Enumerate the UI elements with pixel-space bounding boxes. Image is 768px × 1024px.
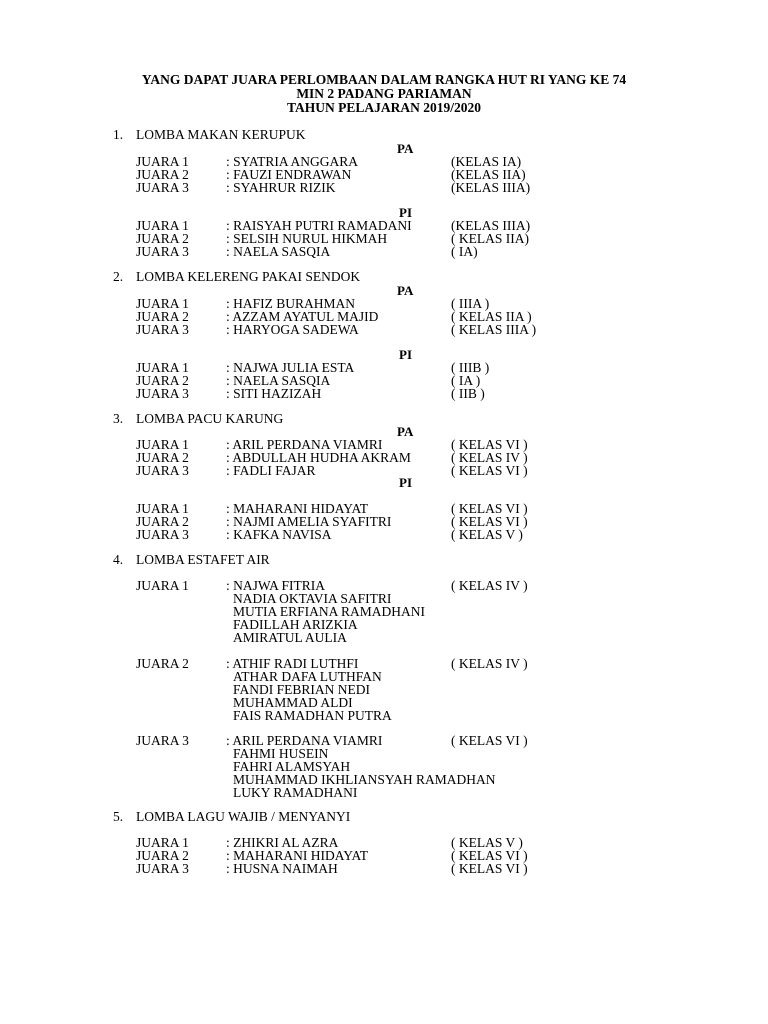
section-title: LOMBA LAGU WAJIB / MENYANYI xyxy=(136,809,351,824)
rank-label: JUARA 3 xyxy=(136,386,189,401)
rank-label: JUARA 2 xyxy=(136,373,189,388)
rank-label: JUARA 1 xyxy=(136,578,189,593)
rank-label: JUARA 1 xyxy=(136,437,189,452)
winner-name: : ATHIF RADI LUTHFI xyxy=(226,656,359,671)
winner-name: : SITI HAZIZAH xyxy=(226,386,322,401)
section-number: 4. xyxy=(113,552,124,567)
winner-class: ( KELAS IIIA ) xyxy=(451,322,537,337)
rank-label: JUARA 2 xyxy=(136,309,189,324)
rank-label: JUARA 2 xyxy=(136,848,189,863)
rank-label: JUARA 1 xyxy=(136,218,189,233)
section-title: LOMBA PACU KARUNG xyxy=(136,411,284,426)
team-member: FAHRI ALAMSYAH xyxy=(233,759,351,774)
pa-heading: PA xyxy=(397,141,414,156)
rank-label: JUARA 1 xyxy=(136,835,189,850)
winner-class: ( KELAS IV ) xyxy=(451,656,528,671)
rank-label: JUARA 2 xyxy=(136,450,189,465)
pa-heading: PA xyxy=(397,424,414,439)
winner-name: : SYATRIA ANGGARA xyxy=(226,154,359,169)
team-member: FADILLAH ARIZKIA xyxy=(233,617,358,632)
doc-title-line1: YANG DAPAT JUARA PERLOMBAAN DALAM RANGKA HUT RI YANG KE 74 xyxy=(141,72,627,87)
rank-label: JUARA 2 xyxy=(136,514,189,529)
team-member: MUHAMMAD IKHLIANSYAH RAMADHAN xyxy=(233,772,496,787)
team-member: NADIA OKTAVIA SAFITRI xyxy=(233,591,392,606)
winner-class: ( IIIA ) xyxy=(451,296,490,311)
rank-label: JUARA 3 xyxy=(136,733,189,748)
winner-name: : NAJMI AMELIA SYAFITRI xyxy=(226,514,392,529)
winner-name: : RAISYAH PUTRI RAMADANI xyxy=(226,218,412,233)
winner-class: ( KELAS VI ) xyxy=(451,733,528,748)
winner-class: (KELAS IA) xyxy=(451,154,522,169)
winner-class: ( KELAS VI ) xyxy=(451,848,528,863)
winner-class: (KELAS IIA) xyxy=(451,167,526,182)
team-member: MUHAMMAD ALDI xyxy=(233,695,353,710)
winner-name: : ARIL PERDANA VIAMRI xyxy=(226,733,383,748)
team-member: FANDI FEBRIAN NEDI xyxy=(233,682,370,697)
team-member: FAIS RAMADHAN PUTRA xyxy=(233,708,392,723)
winner-name: : SYAHRUR RIZIK xyxy=(226,180,336,195)
winner-name: : FADLI FAJAR xyxy=(226,463,316,478)
rank-label: JUARA 2 xyxy=(136,167,189,182)
winner-name: : FAUZI ENDRAWAN xyxy=(226,167,352,182)
section-title: LOMBA KELERENG PAKAI SENDOK xyxy=(136,269,361,284)
winner-class: ( KELAS VI ) xyxy=(451,437,528,452)
winner-class: ( KELAS V ) xyxy=(451,835,523,850)
winner-name: : NAELA SASQIA xyxy=(226,373,331,388)
winner-class: ( KELAS VI ) xyxy=(451,501,528,516)
section-title: LOMBA MAKAN KERUPUK xyxy=(136,127,306,142)
winner-class: ( KELAS V ) xyxy=(451,527,523,542)
rank-label: JUARA 1 xyxy=(136,501,189,516)
winner-class: ( KELAS VI ) xyxy=(451,463,528,478)
winner-class: ( KELAS IV ) xyxy=(451,578,528,593)
doc-title-line3: TAHUN PELAJARAN 2019/2020 xyxy=(286,100,481,115)
winner-class: ( IIIB ) xyxy=(451,360,490,375)
rank-label: JUARA 3 xyxy=(136,527,189,542)
winner-name: : KAFKA NAVISA xyxy=(226,527,332,542)
winner-class: ( IIB ) xyxy=(451,386,485,401)
team-member: ATHAR DAFA LUTHFAN xyxy=(233,669,382,684)
winner-name: : HAFIZ BURAHMAN xyxy=(226,296,356,311)
pa-heading: PA xyxy=(397,283,414,298)
winner-name: : NAJWA FITRIA xyxy=(226,578,326,593)
winner-class: ( KELAS VI ) xyxy=(451,861,528,876)
winner-name: : MAHARANI HIDAYAT xyxy=(226,848,369,863)
winner-class: ( KELAS IIA) xyxy=(451,231,529,246)
winner-class: (KELAS IIIA) xyxy=(451,218,531,233)
rank-label: JUARA 3 xyxy=(136,463,189,478)
section-number: 1. xyxy=(113,127,124,142)
rank-label: JUARA 3 xyxy=(136,244,189,259)
section-number: 2. xyxy=(113,269,124,284)
winner-name: : ZHIKRI AL AZRA xyxy=(226,835,339,850)
winner-name: : NAELA SASQIA xyxy=(226,244,331,259)
team-member: FAHMI HUSEIN xyxy=(233,746,329,761)
pi-heading: PI xyxy=(399,475,412,490)
winner-class: (KELAS IIIA) xyxy=(451,180,531,195)
rank-label: JUARA 3 xyxy=(136,180,189,195)
pi-heading: PI xyxy=(399,347,412,362)
section-number: 3. xyxy=(113,411,124,426)
winner-name: : MAHARANI HIDAYAT xyxy=(226,501,369,516)
winner-name: : ABDULLAH HUDHA AKRAM xyxy=(226,450,411,465)
winner-name: : ARIL PERDANA VIAMRI xyxy=(226,437,383,452)
winner-name: : AZZAM AYATUL MAJID xyxy=(226,309,379,324)
winner-class: ( IA ) xyxy=(451,373,481,388)
rank-label: JUARA 3 xyxy=(136,861,189,876)
winner-class: ( KELAS IV ) xyxy=(451,450,528,465)
rank-label: JUARA 1 xyxy=(136,154,189,169)
winner-name: : HUSNA NAIMAH xyxy=(226,861,338,876)
rank-label: JUARA 1 xyxy=(136,296,189,311)
doc-title-line2: MIN 2 PADANG PARIAMAN xyxy=(296,86,472,101)
team-member: AMIRATUL AULIA xyxy=(233,630,347,645)
winner-class: ( IA) xyxy=(451,244,478,259)
rank-label: JUARA 2 xyxy=(136,231,189,246)
section-title: LOMBA ESTAFET AIR xyxy=(136,552,270,567)
team-member: MUTIA ERFIANA RAMADHANI xyxy=(233,604,426,619)
winner-name: : SELSIH NURUL HIKMAH xyxy=(226,231,388,246)
rank-label: JUARA 3 xyxy=(136,322,189,337)
section-number: 5. xyxy=(113,809,124,824)
pi-heading: PI xyxy=(399,205,412,220)
winner-class: ( KELAS IIA ) xyxy=(451,309,532,324)
winner-name: : HARYOGA SADEWA xyxy=(226,322,359,337)
rank-label: JUARA 1 xyxy=(136,360,189,375)
team-member: LUKY RAMADHANI xyxy=(233,785,358,800)
rank-label: JUARA 2 xyxy=(136,656,189,671)
winner-name: : NAJWA JULIA ESTA xyxy=(226,360,355,375)
winner-class: ( KELAS VI ) xyxy=(451,514,528,529)
